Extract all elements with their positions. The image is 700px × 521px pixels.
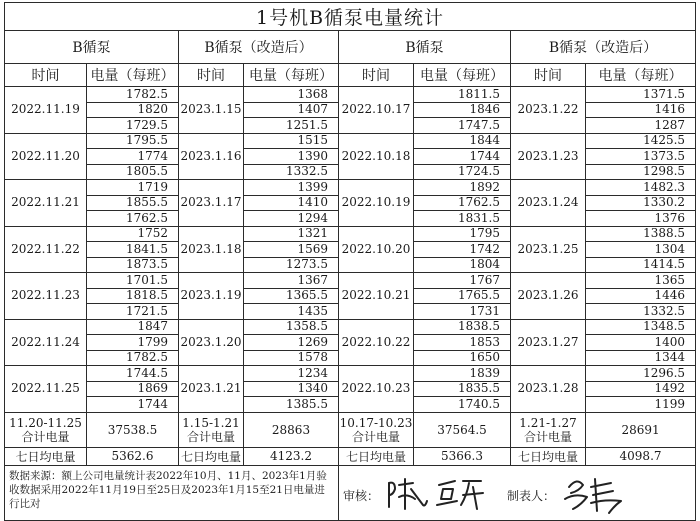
power-value-cell: 1795.5 [87, 133, 179, 149]
power-value-cell: 1650 [414, 350, 511, 366]
date-cell: 2022.11.23 [5, 273, 87, 320]
total-label-cell [511, 412, 586, 447]
group-header: B循泵 [339, 31, 511, 64]
average-label-cell: 七日均电量 [511, 447, 586, 465]
power-value-cell: 1818.5 [87, 288, 179, 304]
power-value-cell: 1367 [244, 273, 339, 289]
power-value-cell: 1234 [244, 366, 339, 382]
power-value-cell: 1425.5 [586, 133, 696, 149]
power-value-cell: 1400 [586, 335, 696, 351]
date-cell: 2023.1.28 [511, 366, 586, 413]
column-header-time: 时间 [339, 64, 414, 87]
date-cell: 2023.1.27 [511, 319, 586, 366]
power-value-cell: 1839 [414, 366, 511, 382]
power-value-cell: 1847 [87, 319, 179, 335]
total-period: 1.21-1.27 [519, 415, 577, 430]
power-value-cell: 1731 [414, 304, 511, 320]
total-label: 合计电量 [351, 429, 400, 444]
power-value-cell: 1251.5 [244, 118, 339, 134]
power-value-cell: 1399 [244, 180, 339, 196]
date-cell: 2023.1.26 [511, 273, 586, 320]
power-value-cell: 1841.5 [87, 242, 179, 258]
power-value-cell: 1805.5 [87, 164, 179, 180]
date-cell: 2022.10.22 [339, 319, 414, 366]
power-value-cell: 1273.5 [244, 257, 339, 273]
average-value-cell: 5362.6 [87, 447, 179, 465]
power-value-cell: 1719 [87, 180, 179, 196]
power-value-cell: 1578 [244, 350, 339, 366]
power-value-cell: 1358.5 [244, 319, 339, 335]
power-value-cell: 1388.5 [586, 226, 696, 242]
date-cell: 2023.1.21 [179, 366, 244, 413]
power-value-cell: 1774 [87, 149, 179, 165]
total-label-cell [5, 412, 87, 447]
power-value-cell: 1298.5 [586, 164, 696, 180]
power-value-cell: 1873.5 [87, 257, 179, 273]
total-value-cell: 28691 [586, 412, 696, 447]
group-header: B循泵 [5, 31, 179, 64]
power-value-cell: 1332.5 [586, 304, 696, 320]
signature-area [339, 465, 696, 520]
power-value-cell: 1752 [87, 226, 179, 242]
date-cell: 2022.11.25 [5, 366, 87, 413]
total-value-cell: 37564.5 [414, 412, 511, 447]
power-value-cell: 1762.5 [414, 195, 511, 211]
total-label-cell [179, 412, 244, 447]
power-value-cell: 1740.5 [414, 397, 511, 413]
total-period: 10.17-10.23 [339, 415, 413, 430]
date-cell: 2023.1.17 [179, 180, 244, 227]
date-cell: 2023.1.23 [511, 133, 586, 180]
power-value-cell: 1446 [586, 288, 696, 304]
power-value-cell: 1782.5 [87, 350, 179, 366]
date-cell: 2022.10.23 [339, 366, 414, 413]
date-cell: 2023.1.22 [511, 87, 586, 134]
power-value-cell: 1744 [87, 397, 179, 413]
average-value-cell: 4098.7 [586, 447, 696, 465]
statistics-sheet [4, 2, 695, 521]
power-value-cell: 1365 [586, 273, 696, 289]
table-row [5, 319, 696, 335]
power-value-cell: 1199 [586, 397, 696, 413]
power-value-cell: 1515 [244, 133, 339, 149]
power-value-cell: 1721.5 [87, 304, 179, 320]
date-cell: 2022.11.22 [5, 226, 87, 273]
date-cell: 2023.1.15 [179, 87, 244, 134]
power-value-cell: 1368 [244, 87, 339, 103]
power-value-cell: 1844 [414, 133, 511, 149]
power-value-cell: 1371.5 [586, 87, 696, 103]
signature-block [339, 469, 695, 517]
average-value-cell: 5366.3 [414, 447, 511, 465]
power-value-cell: 1344 [586, 350, 696, 366]
power-value-cell: 1795 [414, 226, 511, 242]
table-row [5, 87, 696, 103]
power-value-cell: 1701.5 [87, 273, 179, 289]
table-row [5, 180, 696, 196]
power-value-cell: 1390 [244, 149, 339, 165]
column-header-power: 电量（每班） [586, 64, 696, 87]
table-row [5, 226, 696, 242]
data-source-note: 数据来源：额上公司电量统计表2022年10月、11月、2023年1月验收数据采用2022年11月19日至25日及2023年1月15至21日电量进行比对 [5, 465, 339, 520]
power-value-cell: 1742 [414, 242, 511, 258]
power-value-cell: 1385.5 [244, 397, 339, 413]
column-header-power: 电量（每班） [87, 64, 179, 87]
date-cell: 2022.11.24 [5, 319, 87, 366]
column-header-time: 时间 [511, 64, 586, 87]
power-value-cell: 1747.5 [414, 118, 511, 134]
date-cell: 2022.10.21 [339, 273, 414, 320]
power-value-cell: 1811.5 [414, 87, 511, 103]
power-value-cell: 1820 [87, 102, 179, 118]
power-value-cell: 1304 [586, 242, 696, 258]
power-value-cell: 1321 [244, 226, 339, 242]
power-value-cell: 1855.5 [87, 195, 179, 211]
power-value-cell: 1767 [414, 273, 511, 289]
power-value-cell: 1332.5 [244, 164, 339, 180]
date-cell: 2023.1.25 [511, 226, 586, 273]
table-row [5, 273, 696, 289]
total-label: 合计电量 [21, 429, 70, 444]
power-value-cell: 1799 [87, 335, 179, 351]
power-value-cell: 1482.3 [586, 180, 696, 196]
power-value-cell: 1435 [244, 304, 339, 320]
power-value-cell: 1765.5 [414, 288, 511, 304]
date-cell: 2022.10.17 [339, 87, 414, 134]
power-value-cell: 1407 [244, 102, 339, 118]
power-value-cell: 1376 [586, 211, 696, 227]
power-value-cell: 1892 [414, 180, 511, 196]
power-value-cell: 1287 [586, 118, 696, 134]
maker-label: 制表人： [507, 488, 556, 503]
average-label-cell: 七日均电量 [5, 447, 87, 465]
power-value-cell: 1294 [244, 211, 339, 227]
power-value-cell: 1373.5 [586, 149, 696, 165]
power-value-cell: 1410 [244, 195, 339, 211]
power-value-cell: 1569 [244, 242, 339, 258]
date-cell: 2023.1.20 [179, 319, 244, 366]
total-label: 合计电量 [523, 429, 572, 444]
power-value-cell: 1846 [414, 102, 511, 118]
date-cell: 2022.10.19 [339, 180, 414, 227]
total-label: 合计电量 [186, 429, 235, 444]
power-value-cell: 1838.5 [414, 319, 511, 335]
review-label: 审核： [343, 488, 380, 503]
power-value-cell: 1416 [586, 102, 696, 118]
date-cell: 2023.1.16 [179, 133, 244, 180]
power-value-cell: 1744.5 [87, 366, 179, 382]
average-value-cell: 4123.2 [244, 447, 339, 465]
power-value-cell: 1724.5 [414, 164, 511, 180]
power-value-cell: 1269 [244, 335, 339, 351]
date-cell: 2023.1.24 [511, 180, 586, 227]
total-label-cell [339, 412, 414, 447]
total-value-cell: 37538.5 [87, 412, 179, 447]
date-cell: 2022.10.18 [339, 133, 414, 180]
total-period: 11.20-11.25 [9, 415, 82, 430]
date-cell: 2023.1.19 [179, 273, 244, 320]
power-value-cell: 1492 [586, 381, 696, 397]
total-value-cell: 28863 [244, 412, 339, 447]
table-title: 1号机B循泵电量统计 [5, 3, 696, 31]
power-value-cell: 1296.5 [586, 366, 696, 382]
group-header: B循泵（改造后） [511, 31, 696, 64]
power-value-cell: 1869 [87, 381, 179, 397]
date-cell: 2022.10.20 [339, 226, 414, 273]
table-row [5, 366, 696, 382]
power-value-cell: 1729.5 [87, 118, 179, 134]
group-header: B循泵（改造后） [179, 31, 339, 64]
column-header-power: 电量（每班） [244, 64, 339, 87]
review-signature-2 [433, 471, 487, 515]
power-value-cell: 1782.5 [87, 87, 179, 103]
date-cell: 2022.11.21 [5, 180, 87, 227]
power-value-cell: 1762.5 [87, 211, 179, 227]
power-value-cell: 1330.2 [586, 195, 696, 211]
power-value-cell: 1853 [414, 335, 511, 351]
average-label-cell: 七日均电量 [339, 447, 414, 465]
date-cell: 2023.1.18 [179, 226, 244, 273]
column-header-time: 时间 [179, 64, 244, 87]
date-cell: 2022.11.20 [5, 133, 87, 180]
power-value-cell: 1414.5 [586, 257, 696, 273]
total-period: 1.15-1.21 [182, 415, 240, 430]
power-value-cell: 1340 [244, 381, 339, 397]
review-signature-1 [383, 471, 431, 515]
column-header-power: 电量（每班） [414, 64, 511, 87]
table-row [5, 133, 696, 149]
maker-signature [561, 471, 631, 515]
power-value-cell: 1365.5 [244, 288, 339, 304]
power-value-cell: 1744 [414, 149, 511, 165]
power-value-cell: 1831.5 [414, 211, 511, 227]
power-statistics-table [4, 2, 696, 521]
date-cell: 2022.11.19 [5, 87, 87, 134]
power-value-cell: 1835.5 [414, 381, 511, 397]
column-header-time: 时间 [5, 64, 87, 87]
average-label-cell: 七日均电量 [179, 447, 244, 465]
power-value-cell: 1348.5 [586, 319, 696, 335]
power-value-cell: 1804 [414, 257, 511, 273]
